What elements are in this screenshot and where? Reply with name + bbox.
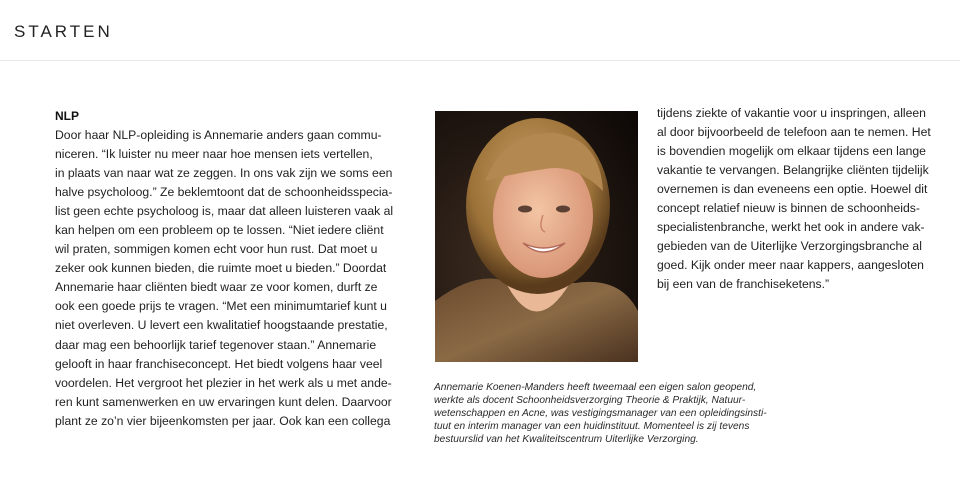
text-line: niet overleven. U levert een kwalitatief hoogstaande prestatie,: [55, 318, 388, 333]
text-line: ook een goede prijs te vragen. “Met een minimumtarief kunt u: [55, 299, 387, 314]
text-line: Door haar NLP-opleiding is Annemarie anders gaan commu-: [55, 128, 382, 142]
portrait-image: [435, 111, 638, 362]
section-title: STARTEN: [14, 22, 113, 41]
text-line: list geen echte psycholoog is, maar dat alleen luisteren vaak al: [55, 204, 394, 219]
text-line: goed. Kijk onder meer naar kappers, aangesloten: [657, 258, 924, 273]
section-heading: NLP: [55, 109, 79, 123]
photo-caption: [434, 381, 794, 446]
text-line: ren kunt samenwerken en uw ervaringen kunt delen. Daarvoor: [55, 394, 392, 409]
text-line: in plaats van naar wat ze zeggen. In ons vak zijn we soms een: [55, 166, 393, 181]
caption-line: tuut en interim manager van een huidinstituut. Momenteel is zij tevens: [434, 421, 750, 433]
article-left-column: [55, 108, 415, 431]
portrait-photo: [435, 111, 638, 362]
caption-line: bestuurslid van het Kwaliteitscentrum Uiterlijke Verzorging.: [434, 434, 699, 446]
text-line: specialistenbranche, werkt het ook in andere vak-: [657, 220, 925, 235]
text-line: Annemarie haar cliënten biedt waar ze voor komen, durft ze: [55, 280, 378, 295]
text-line: gelooft in haar franchiseconcept. Het biedt volgens haar veel: [55, 356, 383, 371]
caption-line: Annemarie Koenen-Manders heeft tweemaal een eigen salon geopend,: [434, 382, 757, 393]
text-line: concept relatief nieuw is binnen de schoonheids-: [657, 201, 920, 216]
article-right-column: [657, 104, 947, 294]
text-line: bij een van de franchiseketens.”: [657, 277, 830, 292]
text-line: overnemen is dan eveneens een optie. Hoewel dit: [657, 182, 928, 197]
text-line: halve psycholoog.” Ze beklemtoont dat de schoonheidsspecia-: [55, 185, 393, 200]
text-line: niceren. “Ik luister nu meer naar hoe mensen iets vertellen,: [55, 147, 373, 162]
text-line: is bovendien mogelijk om elkaar tijdens een lange: [657, 144, 926, 159]
text-line: tijdens ziekte of vakantie voor u inspringen, alleen: [657, 106, 926, 120]
text-line: zeker ook kunnen bieden, die ruimte moet u bieden.” Doordat: [55, 261, 387, 276]
caption-line: wetenschappen en Acne, was vestigingsmanager van een opleidingsinsti-: [434, 408, 767, 420]
text-line: al door bijvoorbeeld de telefoon aan te nemen. Het: [657, 125, 931, 140]
text-line: gebieden van de Uiterlijke Verzorgingsbranche al: [657, 239, 922, 254]
text-line: wil praten, sommigen komen echt voor hun rust. Dat moet u: [55, 242, 378, 257]
text-line: vakantie te vervangen. Belangrijke cliënten tijdelijk: [657, 163, 929, 178]
header-divider: [0, 60, 960, 61]
text-line: daar mag een behoorlijk tarief tegenover staan.” Annemarie: [55, 337, 377, 352]
text-line: kan helpen om een probleem op te lossen. “Niet iedere cliënt: [55, 223, 384, 238]
text-line: plant ze zo’n vier bijeenkomsten per jaar. Ook kan een collega: [55, 413, 391, 428]
caption-line: werkte als docent Schoonheidsverzorging Theorie & Praktijk, Natuur-: [434, 395, 746, 407]
article-text-right: [657, 104, 947, 294]
article-text-left: [55, 126, 415, 431]
text-line: voordelen. Het vergroot het plezier in het werk als u met ande-: [55, 375, 392, 390]
